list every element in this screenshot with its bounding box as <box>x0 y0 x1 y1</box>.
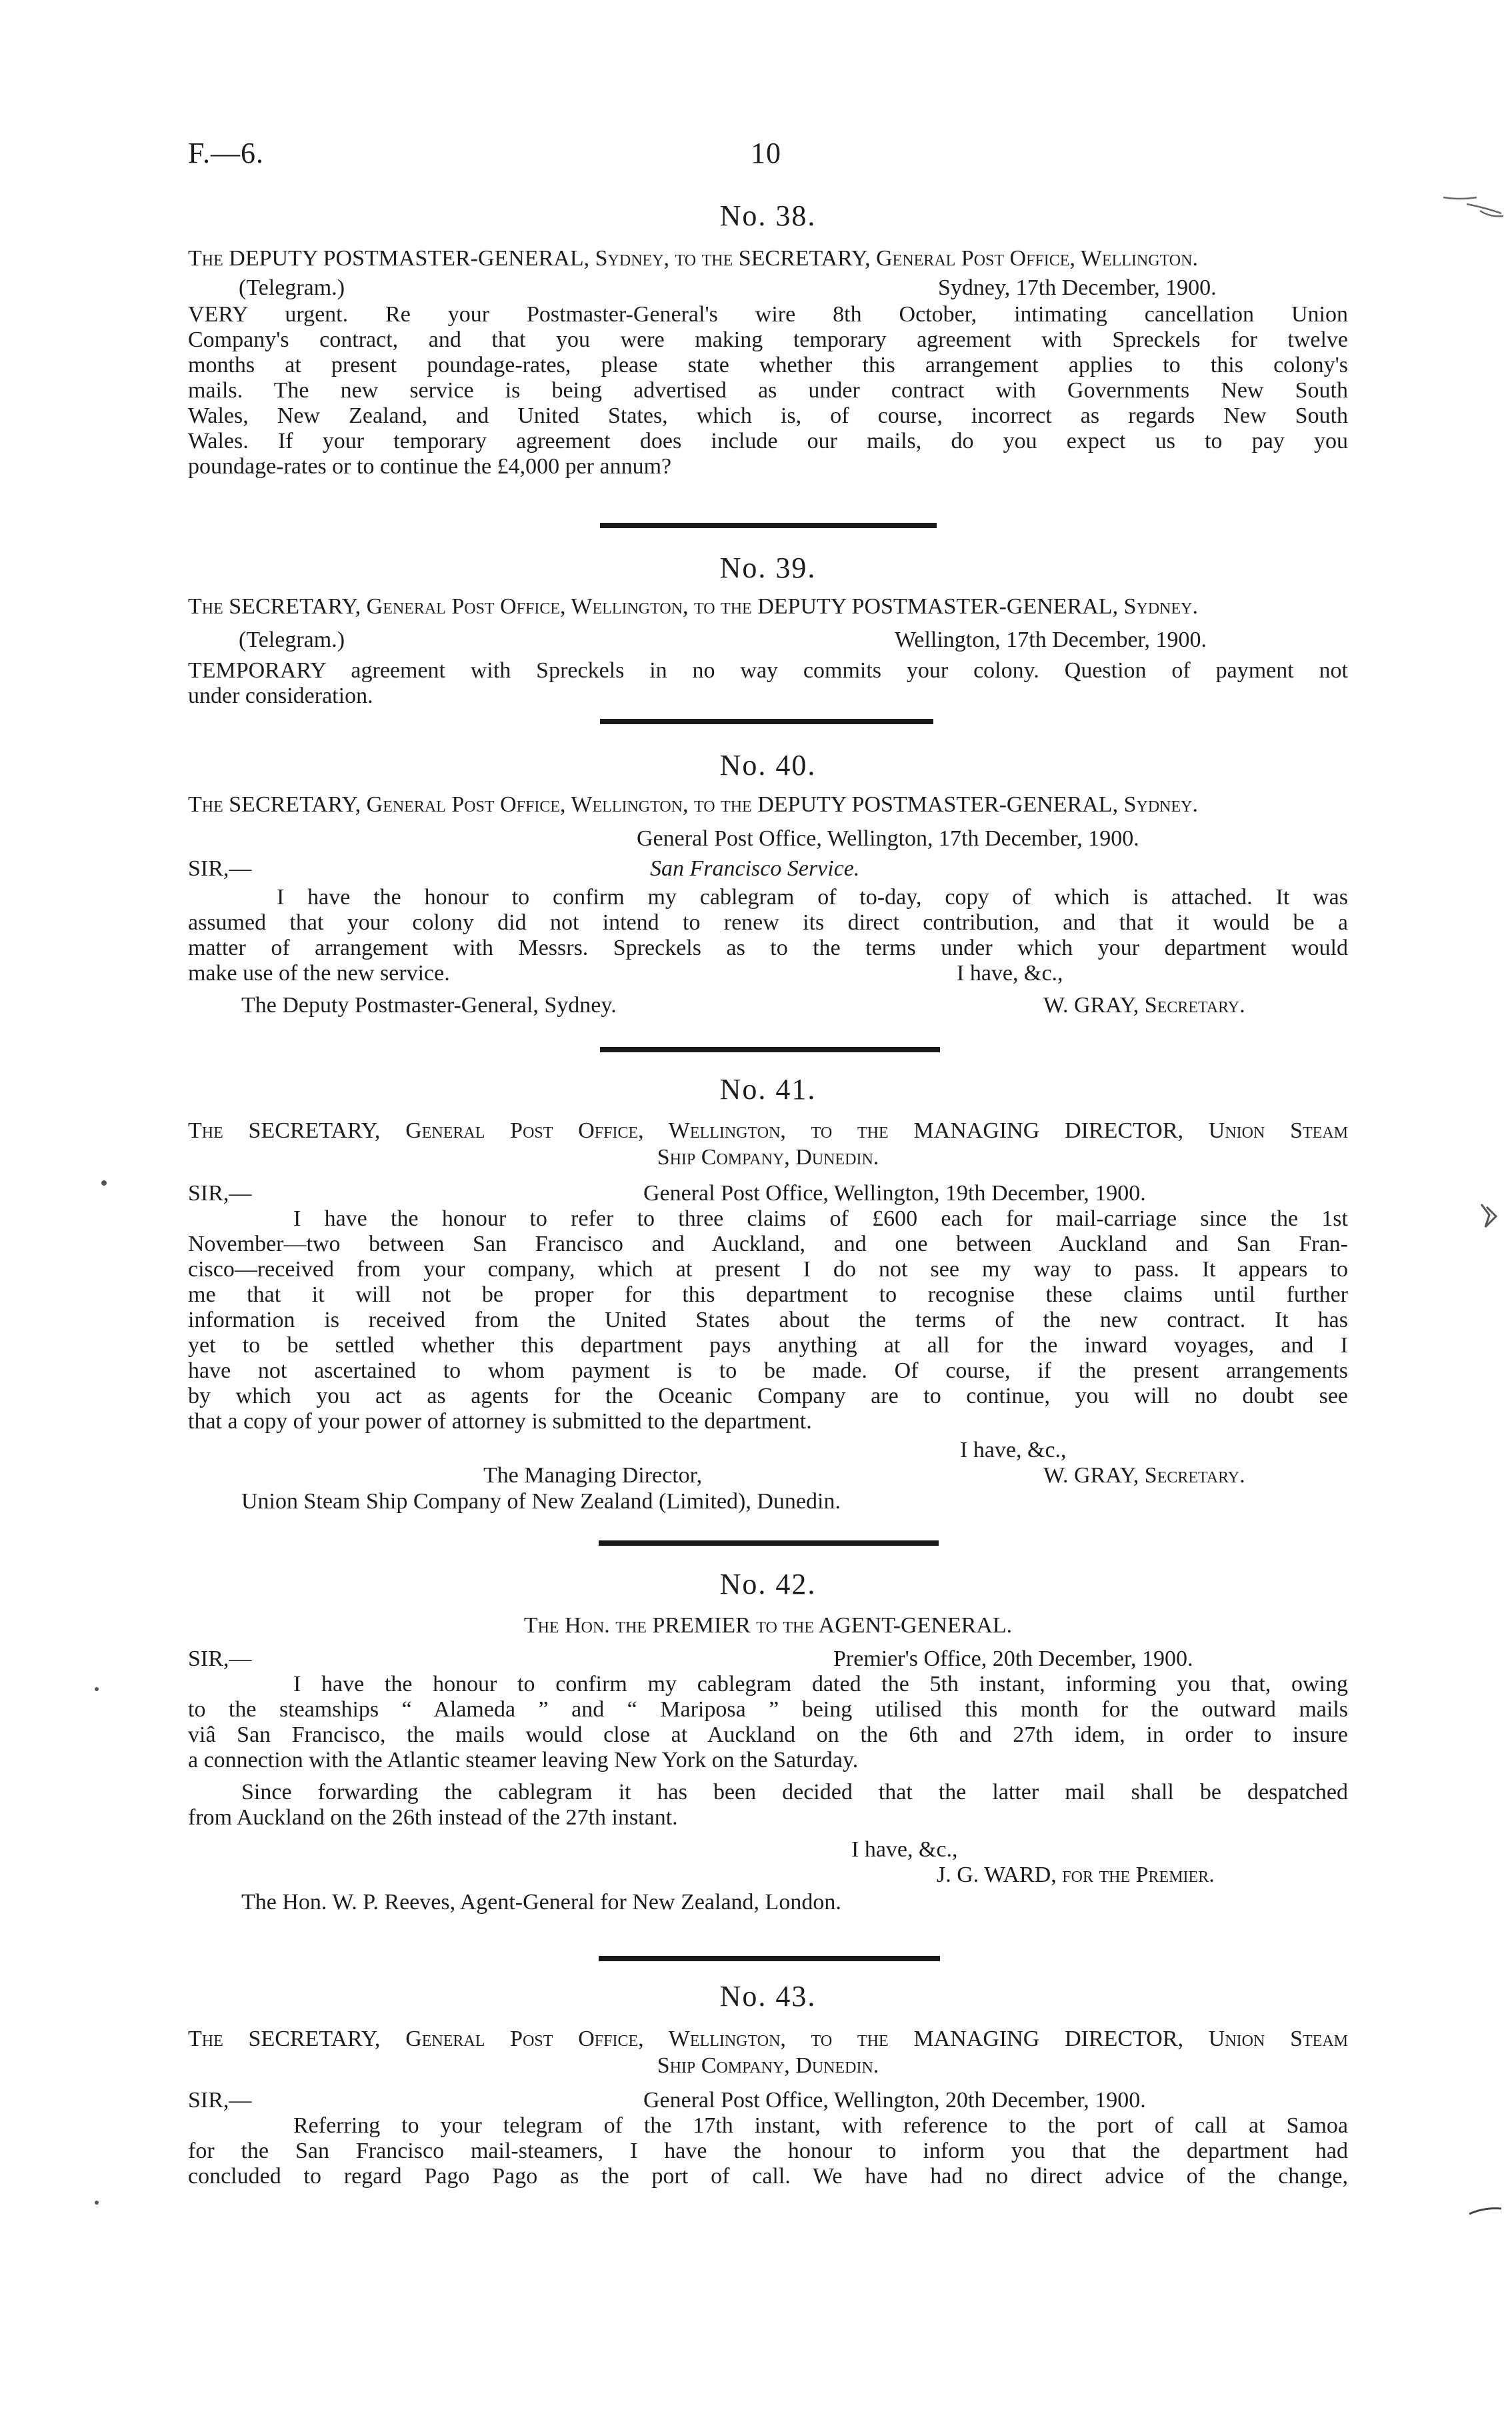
addressee: The Deputy Postmaster-General, Sydney. <box>241 993 617 1018</box>
salutation: SIR,— <box>188 856 252 881</box>
salutation: SIR,— <box>188 1181 252 1206</box>
body-line: make use of the new service. <box>188 961 450 986</box>
body-line: information is received from the United States about the terms of the new contract. It has <box>188 1308 1348 1332</box>
letter-mode: (Telegram.) <box>239 275 345 300</box>
closing: I have, &c., <box>851 1837 958 1862</box>
closing: I have, &c., <box>957 961 1063 986</box>
separator-rule <box>599 1956 940 1961</box>
letter-dateline: General Post Office, Wellington, 17th December, 1900. <box>637 826 1139 851</box>
salutation: SIR,— <box>188 2088 252 2113</box>
letter-dateline: Wellington, 17th December, 1900. <box>895 628 1207 652</box>
body-line: matter of arrangement with Messrs. Spreckels as to the terms under which your department would <box>188 936 1348 960</box>
signature: J. G. WARD, for the Premier. <box>937 1863 1215 1887</box>
scan-mark-icon <box>1467 2201 1507 2221</box>
letter-dateline: Sydney, 17th December, 1900. <box>938 275 1217 300</box>
body-line: Wales, New Zealand, and United States, which is, of course, incorrect as regards New South <box>188 403 1348 428</box>
body-line: yet to be settled whether this department pays anything at all for the inward voyages, and I <box>188 1333 1348 1358</box>
salutation: SIR,— <box>188 1646 252 1671</box>
letter-parties: The Hon. the PREMIER to the AGENT-GENERAL. <box>523 1613 1013 1638</box>
document-reference: F.—6. <box>188 137 264 169</box>
body-line: under consideration. <box>188 684 373 708</box>
body-line: me that it will not be proper for this department to recognise these claims until further <box>188 1282 1348 1307</box>
letter-parties: The SECRETARY, General Post Office, Wellington, to the MANAGING DIRECTOR, Union Steam <box>188 1118 1348 1143</box>
signature: W. GRAY, Secretary. <box>1043 1463 1245 1488</box>
letter-dateline: Premier's Office, 20th December, 1900. <box>833 1646 1193 1671</box>
body-line: Referring to your telegram of the 17th instant, with reference to the port of call at Samoa <box>293 2113 1348 2138</box>
body-line: poundage-rates or to continue the £4,000 per annum? <box>188 454 672 479</box>
letter-parties: The SECRETARY, General Post Office, Wellington, to the DEPUTY POSTMASTER-GENERAL, Sydney. <box>188 594 1198 619</box>
body-line: cisco—received from your company, which at present I do not see my way to pass. It appears to <box>188 1257 1348 1282</box>
letter-parties: The SECRETARY, General Post Office, Wellington, to the MANAGING DIRECTOR, Union Steam <box>188 2027 1348 2051</box>
body-line: I have the honour to confirm my cablegram dated the 5th instant, informing you that, owing <box>293 1672 1348 1696</box>
body-line: I have the honour to refer to three claims of £600 each for mail-carriage since the 1st <box>293 1206 1348 1231</box>
body-line: a connection with the Atlantic steamer leaving New York on the Saturday. <box>188 1748 859 1772</box>
body-line: I have the honour to confirm my cablegram of to-day, copy of which is attached. It was <box>277 885 1348 910</box>
letter-number: No. 41. <box>719 1073 817 1106</box>
letter-number: No. 42. <box>719 1568 817 1600</box>
body-line: by which you act as agents for the Oceanic Company are to continue, you will no doubt see <box>188 1384 1348 1408</box>
body-line: mails. The new service is being advertised as under contract with Governments New South <box>188 378 1348 403</box>
scan-mark-icon <box>1440 191 1507 231</box>
body-line: TEMPORARY agreement with Spreckels in no way commits your colony. Question of payment not <box>188 658 1348 683</box>
body-line: concluded to regard Pago Pago as the port of call. We have had no direct advice of the change, <box>188 2164 1348 2189</box>
body-line: VERY urgent. Re your Postmaster-General's wire 8th October, intimating cancellation Union <box>188 302 1348 327</box>
body-line: that a copy of your power of attorney is submitted to the department. <box>188 1409 812 1434</box>
body-line: months at present poundage-rates, please state whether this arrangement applies to this colony's <box>188 353 1348 377</box>
body-line: for the San Francisco mail-steamers, I have the honour to inform you that the department had <box>188 2139 1348 2163</box>
letter-number: No. 43. <box>719 1980 817 2013</box>
addressee: The Hon. W. P. Reeves, Agent-General for New Zealand, London. <box>241 1890 841 1915</box>
scan-mark-icon <box>1479 1200 1505 1234</box>
letter-number: No. 38. <box>719 199 817 232</box>
separator-rule <box>600 523 937 528</box>
body-line: Company's contract, and that you were making temporary agreement with Spreckels for twelve <box>188 327 1348 352</box>
letter-number: No. 40. <box>719 749 817 782</box>
separator-rule <box>600 1047 940 1052</box>
closing: I have, &c., <box>960 1438 1067 1462</box>
separator-rule <box>599 1540 939 1546</box>
letter-mode: (Telegram.) <box>239 628 345 652</box>
scan-speck <box>101 1180 107 1186</box>
letter-parties-continued: Ship Company, Dunedin. <box>657 2053 879 2078</box>
body-line: assumed that your colony did not intend to renew its direct contribution, and that it would be a <box>188 910 1348 935</box>
letter-parties: The DEPUTY POSTMASTER-GENERAL, Sydney, to the SECRETARY, General Post Office, Wellington. <box>188 246 1198 271</box>
addressee: The Managing Director, <box>483 1463 703 1488</box>
signature: W. GRAY, Secretary. <box>1043 993 1245 1018</box>
letter-subject: San Francisco Service. <box>650 856 860 881</box>
body-line: to the steamships “ Alameda ” and “ Mariposa ” being utilised this month for the outward mails <box>188 1697 1348 1722</box>
scan-speck <box>95 1687 99 1691</box>
letter-dateline: General Post Office, Wellington, 20th December, 1900. <box>643 2088 1146 2113</box>
separator-rule <box>600 719 933 724</box>
scan-speck <box>95 2201 99 2205</box>
body-line: viâ San Francisco, the mails would close at Auckland on the 6th and 27th idem, in order to insure <box>188 1722 1348 1747</box>
letter-number: No. 39. <box>719 551 817 584</box>
letter-parties-continued: Ship Company, Dunedin. <box>657 1145 879 1170</box>
body-line: Wales. If your temporary agreement does include our mails, do you expect us to pay you <box>188 429 1348 453</box>
letter-dateline: General Post Office, Wellington, 19th December, 1900. <box>643 1181 1146 1206</box>
body-line: November—two between San Francisco and Auckland, and one between Auckland and San Fran- <box>188 1232 1348 1256</box>
body-line: Since forwarding the cablegram it has been decided that the latter mail shall be despatched <box>241 1780 1348 1804</box>
page-number: 10 <box>751 137 781 169</box>
body-line: from Auckland on the 26th instead of the 27th instant. <box>188 1805 678 1830</box>
body-line: have not ascertained to whom payment is to be made. Of course, if the present arrangements <box>188 1358 1348 1383</box>
addressee: Union Steam Ship Company of New Zealand (Limited), Dunedin. <box>241 1489 841 1514</box>
letter-parties: The SECRETARY, General Post Office, Wellington, to the DEPUTY POSTMASTER-GENERAL, Sydney. <box>188 792 1198 817</box>
